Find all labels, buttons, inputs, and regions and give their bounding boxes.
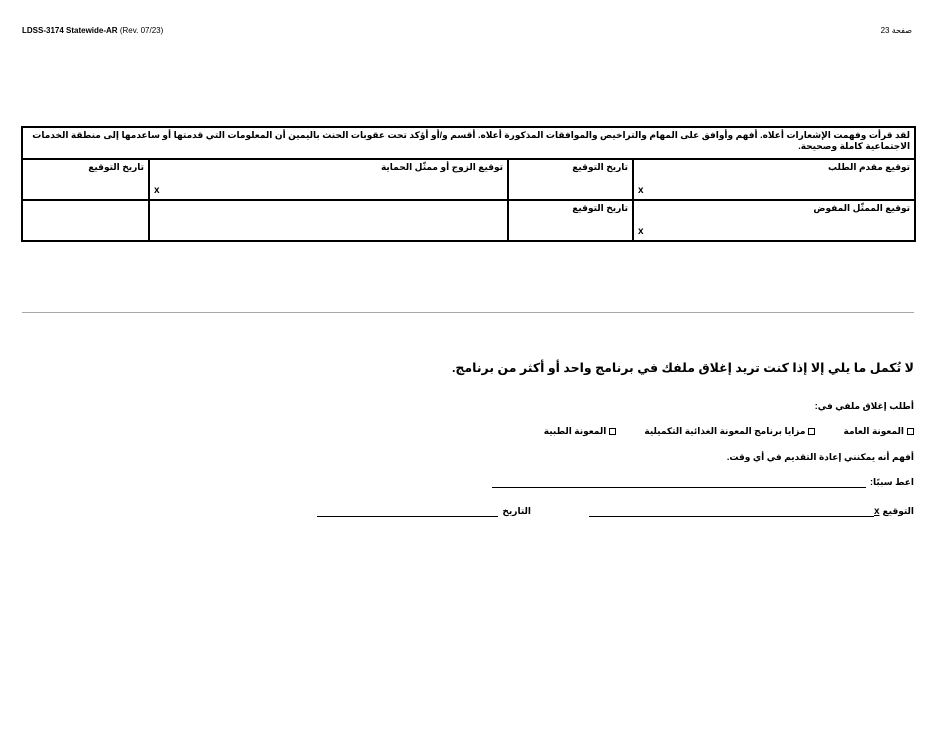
section-divider [22, 312, 914, 313]
authorized-rep-date-label: تاريخ التوقيع [572, 203, 629, 213]
applicant-date-label: تاريخ التوقيع [572, 162, 629, 172]
closure-signature-label: التوقيع [882, 506, 914, 516]
attestation-statement: لقد قرأت وفهمت الإشعارات أعلاه. أفهم وأوافق على المهام والتراخيص والموافقات المذكورة أعلاه. أقسم و/أو أؤكد تحت عقوبات الحنث باليمين أن المعلومات التي قدمتها أو ساعدمها إلى منطقة الخدمات الاجتماعية كاملة وصحيحة. [22, 127, 915, 159]
program-label: المعونة العامة [843, 426, 904, 436]
closure-date-input[interactable] [317, 507, 498, 517]
spouse-signature-field[interactable] [149, 159, 508, 200]
applicant-signature-x: x [638, 185, 644, 196]
checkbox-icon[interactable] [609, 428, 616, 435]
signature-table [21, 126, 916, 242]
spouse-signature-label: توقيع الزوج أو ممثّل الحماية [380, 162, 504, 172]
form-id: LDSS-3174 Statewide-AR [22, 26, 118, 35]
reason-label: اعط سببًا: [870, 477, 914, 487]
closure-signature-row [589, 506, 914, 517]
reason-row [492, 477, 914, 488]
authorized-rep-date-field[interactable] [508, 200, 633, 241]
closure-heading: لا تُكمل ما يلي إلا إذا كنت تريد إغلاق ملفك في برنامج واحد أو أكثر من برنامج. [451, 361, 914, 375]
program-label: مزايا برنامج المعونة الغذائية التكميلية [644, 426, 806, 436]
checkbox-icon[interactable] [808, 428, 815, 435]
program-option-public-assistance[interactable] [843, 426, 914, 437]
authorized-rep-signature-x: x [638, 226, 644, 237]
program-option-medicaid[interactable] [544, 426, 617, 437]
closure-date-row [317, 506, 531, 517]
closure-signature-input[interactable] [589, 507, 874, 517]
applicant-date-field[interactable] [508, 159, 633, 200]
program-label: المعونة الطبية [543, 426, 607, 436]
authorized-rep-signature-label: توقيع الممثّل المفوض [813, 203, 911, 213]
page-number: صفحة 23 [880, 26, 912, 35]
spouse-date-field[interactable] [22, 159, 149, 200]
reapply-note: أفهم أنه يمكنني إعادة التقديم في أي وقت. [726, 452, 914, 462]
checkbox-icon[interactable] [907, 428, 914, 435]
applicant-signature-label: توقيع مقدم الطلب [828, 162, 911, 172]
spouse-signature-x: x [154, 185, 160, 196]
spouse-date-label: تاريخ التوقيع [88, 162, 145, 172]
closure-signature-x: x [873, 506, 880, 517]
program-options [544, 426, 914, 437]
empty-cell [149, 200, 508, 241]
form-revision: (Rev. 07/23) [119, 26, 164, 35]
closure-date-label: التاريخ [502, 506, 531, 516]
reason-input[interactable] [492, 478, 866, 488]
authorized-rep-signature-field[interactable] [633, 200, 915, 241]
program-option-snap[interactable] [644, 426, 815, 437]
applicant-signature-field[interactable] [633, 159, 915, 200]
form-id-header [22, 26, 163, 35]
empty-cell [22, 200, 149, 241]
close-request-label: أطلب إغلاق ملفي في: [814, 401, 914, 411]
